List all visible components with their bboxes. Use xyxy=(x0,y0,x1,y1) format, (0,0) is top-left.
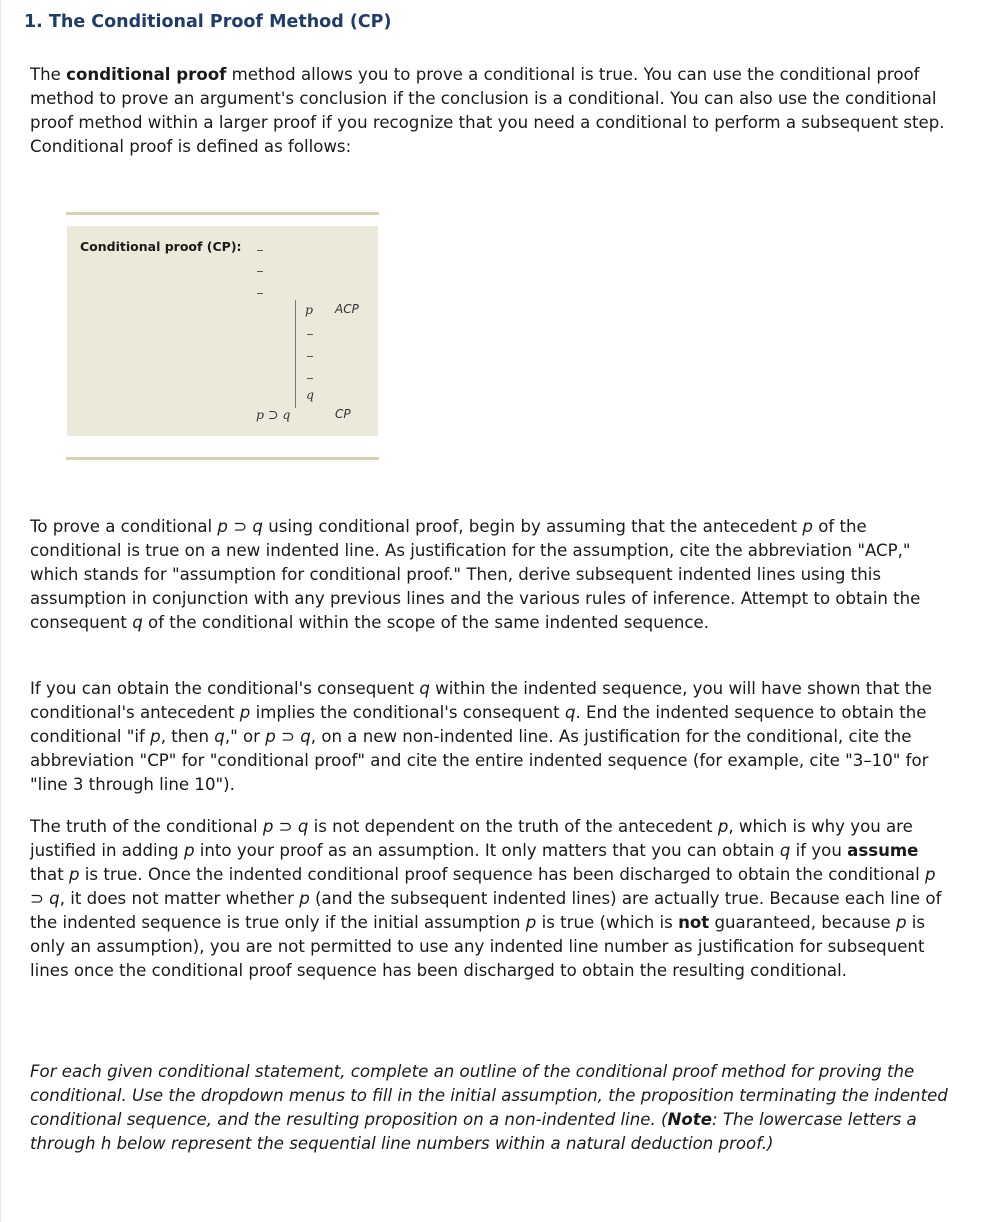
justification-cp: CP xyxy=(335,407,351,421)
definition-label: Conditional proof (CP): xyxy=(80,239,242,254)
paragraph-obtain-consequent: If you can obtain the conditional's consequent q within the indented sequence, you will have shown that the conditional's antecedent p implies the conditional's consequent q. End the indented sequence to obtain the conditional "if p, then q," or p ⊃ q, on a new non-indented line. As justification for the conditional, cite the abbreviation "CP" for "conditional proof" and cite the entire indented sequence (for example, cite "3–10" for "line 3 through line 10"). xyxy=(30,679,932,794)
line-placeholder xyxy=(257,271,263,272)
conclusion-conditional: p ⊃ q xyxy=(256,407,291,422)
consequent-q: q xyxy=(306,387,315,402)
intro-paragraph: The conditional proof method allows you to prove a conditional is true. You can use the conditional proof method to prove an argument's conclusion if the conclusion is a conditional. You can also use the conditional proof method within a larger proof if you recognize that you need a conditional to perform a subsequent step. Conditional proof is defined as follows: xyxy=(30,65,945,156)
term-conditional-proof: conditional proof xyxy=(66,65,227,84)
definition-box xyxy=(66,212,379,462)
paragraph-truth-of-conditional: The truth of the conditional p ⊃ q is not dependent on the truth of the antecedent p, which is why you are justified in adding p into your proof as an assumption. It only matters that you can obtain q if you assume that p is true. Once the indented conditional proof sequence has been discharged to obtain the conditional p ⊃ q, it does not matter whether p (and the subsequent indented lines) are actually true. Because each line of the indented sequence is true only if the initial assumption p is true (which is not guaranteed, because p is only an assumption), you are not permitted to use any indented line number as justification for subsequent lines once the conditional proof sequence has been discharged to obtain the resulting conditional. xyxy=(30,817,942,980)
indented-placeholder xyxy=(307,378,313,379)
bottom-rule xyxy=(66,457,379,460)
indent-bar xyxy=(295,300,296,408)
instructions: For each given conditional statement, complete an outline of the conditional proof method for proving the conditional. Use the dropdown menus to fill in the initial assumption, the proposition terminating the indented conditional sequence, and the resulting proposition on a non-indented line. (Note: The lowercase letters a through h below represent the sequential line numbers within a natural deduction proof.) xyxy=(30,1062,948,1153)
line-placeholder xyxy=(257,250,263,251)
paragraph-prove-conditional: To prove a conditional p ⊃ q using conditional proof, begin by assuming that the antecedent p of the conditional is true on a new indented line. As justification for the assumption, cite the abbreviation "ACP," which stands for "assumption for conditional proof." Then, derive subsequent indented lines using this assumption in conjunction with any previous lines and the various rules of inference. Attempt to obtain the consequent q of the conditional within the scope of the same indented sequence. xyxy=(30,517,921,632)
section-title: 1. The Conditional Proof Method (CP) xyxy=(24,12,392,32)
definition-panel xyxy=(67,226,378,436)
indented-placeholder xyxy=(307,334,313,335)
justification-acp: ACP xyxy=(335,302,359,316)
indented-placeholder xyxy=(307,356,313,357)
line-placeholder xyxy=(257,293,263,294)
top-rule xyxy=(66,212,379,215)
note-label: Note xyxy=(667,1110,712,1129)
left-border xyxy=(0,0,1,1222)
assumption-p: p xyxy=(305,302,314,317)
